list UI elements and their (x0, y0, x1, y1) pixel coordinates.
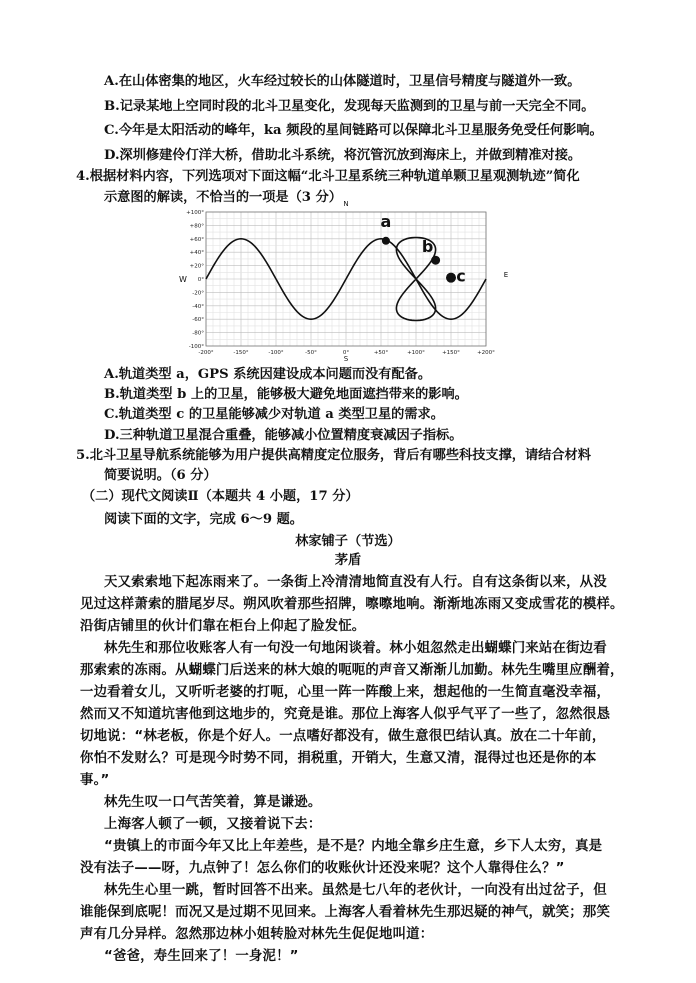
y-tick-label: -80° (192, 330, 204, 337)
passage-line: 谁能保到底呢！而况又是过期不见回来。上海客人看着林先生那迟疑的神气，就笑；那笑 (80, 905, 611, 920)
passage-line: 那索索的冻雨。从蝴蝶门后送来的林大娘的呃呃的声音又渐渐儿加勤。林先生嘴里应酬着， (80, 663, 624, 678)
passage-line: 事。” (80, 773, 110, 788)
y-tick-label: 0° (197, 277, 204, 283)
north-label: N (343, 200, 349, 208)
q4-option-c: C.轨道类型 c 的卫星能够减少对轨道 a 类型卫星的需求。 (104, 407, 444, 422)
x-tick-label: -200° (198, 350, 214, 356)
prev-option-c: C.今年是太阳活动的峰年，ka 频段的星间链路可以保障北斗卫星服务免受任何影响。 (104, 123, 603, 138)
x-tick-label: +150° (442, 350, 460, 356)
passage-line: 一边看着女儿，又听听老婆的打呃，心里一阵一阵酸上来，想起他的一生简直毫没幸福， (80, 685, 611, 700)
question-5-line2: 简要说明。（6 分） (104, 468, 217, 483)
marker-label-b: b (421, 237, 434, 257)
marker-b (431, 256, 440, 265)
y-tick-label: -20° (192, 290, 204, 297)
x-tick-label: -150° (233, 350, 249, 356)
passage-line: “爸爸，寿生回来了！一身泥！” (104, 949, 299, 964)
question-4-line1: 4.根据材料内容，下列选项对下面这幅“北斗卫星系统三种轨道单颗卫星观测轨迹”简化 (76, 169, 580, 184)
y-tick-label: +40° (189, 250, 204, 257)
y-tick-label: +100° (186, 210, 204, 216)
prev-option-a: A.在山体密集的地区，火车经过较长的山体隧道时，卫星信号精度与隧道外一致。 (104, 74, 581, 89)
x-tick-label: +200° (477, 350, 495, 356)
passage-line: 没有法子——呀，九点钟了！怎么你们的收账伙计还没来呢？这个人靠得住么？” (80, 861, 565, 876)
question-5-line1: 5.北斗卫星导航系统能够为用户提供高精度定位服务，背后有哪些科技支撑，请结合材料 (76, 448, 591, 463)
y-tick-label: -100° (188, 344, 204, 350)
y-tick-label: +20° (189, 263, 204, 270)
section-instruction: 阅读下面的文字，完成 6～9 题。 (104, 512, 303, 527)
west-label: W (179, 275, 187, 284)
passage-line: 上海客人顿了一顿，又接着说下去： (104, 817, 322, 832)
section-header: （二）现代文阅读Ⅱ（本题共 4 小题，17 分） (82, 489, 359, 504)
x-tick-label: +50° (373, 350, 389, 356)
q4-option-d: D.三种轨道卫星混合重叠，能够减小位置精度衰减因子指标。 (104, 428, 463, 443)
orbit-trajectory-chart (178, 196, 509, 363)
passage-line: 林先生和那位收账客人有一句没一句地闲谈着。林小姐忽然走出蝴蝶门来站在街边看 (104, 641, 607, 656)
passage-line: 切地说：“林老板，你是个好人。一点嗜好都没有，做生意很巴结认真。放在二十年前， (80, 729, 606, 744)
x-tick-label: -100° (268, 350, 284, 356)
x-tick-label: -50° (305, 350, 317, 356)
q4-option-a: A.轨道类型 a，GPS 系统因建设成本问题而没有配备。 (104, 367, 432, 382)
passage-line: 见过这样萧索的腊尾岁尽。朔风吹着那些招牌，嚓嚓地响。渐渐地冻雨又变成雪花的模样。 (80, 597, 624, 612)
y-tick-label: -60° (192, 317, 204, 324)
prev-option-b: B.记录某地上空同时段的北斗卫星变化，发现每天监测到的卫星与前一天完全不同。 (104, 99, 595, 114)
east-label: E (503, 271, 509, 279)
marker-a (382, 237, 390, 245)
passage-line: 你怕不发财么？可是现今时势不同，捐税重，开销大，生意又清，混得过也还是你的本 (80, 751, 597, 766)
passage-line: 声有几分异样。忽然那边林小姐转脸对林先生促促地叫道： (80, 927, 434, 942)
passage-title: 林家铺子（节选） (295, 534, 401, 549)
passage-line: “贵镇上的市面今年又比上年差些，是不是？内地全靠乡庄生意，乡下人太穷，真是 (104, 839, 603, 854)
marker-c (446, 273, 456, 283)
passage-line: 沿街店铺里的伙计们靠在柜台上仰起了脸发怔。 (80, 619, 366, 634)
south-label: S (343, 355, 349, 363)
passage-line: 林先生心里一跳，暂时回答不出来。虽然是七八年的老伙计，一向没有出过岔子，但 (104, 883, 607, 898)
y-tick-label: +60° (189, 236, 204, 243)
y-tick-label: +80° (189, 223, 204, 230)
question-4-line2: 示意图的解读，不恰当的一项是（3 分） (104, 190, 342, 205)
q4-option-b: B.轨道类型 b 上的卫星，能够极大避免地面遮挡带来的影响。 (104, 387, 468, 402)
prev-option-d: D.深圳修建伶仃洋大桥，借助北斗系统，将沉管沉放到海床上，并做到精准对接。 (104, 148, 582, 163)
x-tick-label: +100° (407, 350, 425, 356)
marker-label-a: a (380, 211, 392, 231)
passage-author: 茅盾 (334, 553, 362, 568)
passage-line: 林先生叹一口气苦笑着，算是谦逊。 (104, 795, 322, 810)
y-tick-label: -40° (192, 303, 204, 310)
marker-label-c: c (456, 266, 466, 286)
passage-line: 然而又不知道坑害他到这地步的，究竟是谁。那位上海客人似乎气平了一些了，忽然很恳 (80, 707, 611, 722)
passage-line: 天又索索地下起冻雨来了。一条街上冷清清地简直没有人行。自有这条街以来，从没 (104, 575, 607, 590)
x-tick-label: 0° (342, 350, 350, 356)
